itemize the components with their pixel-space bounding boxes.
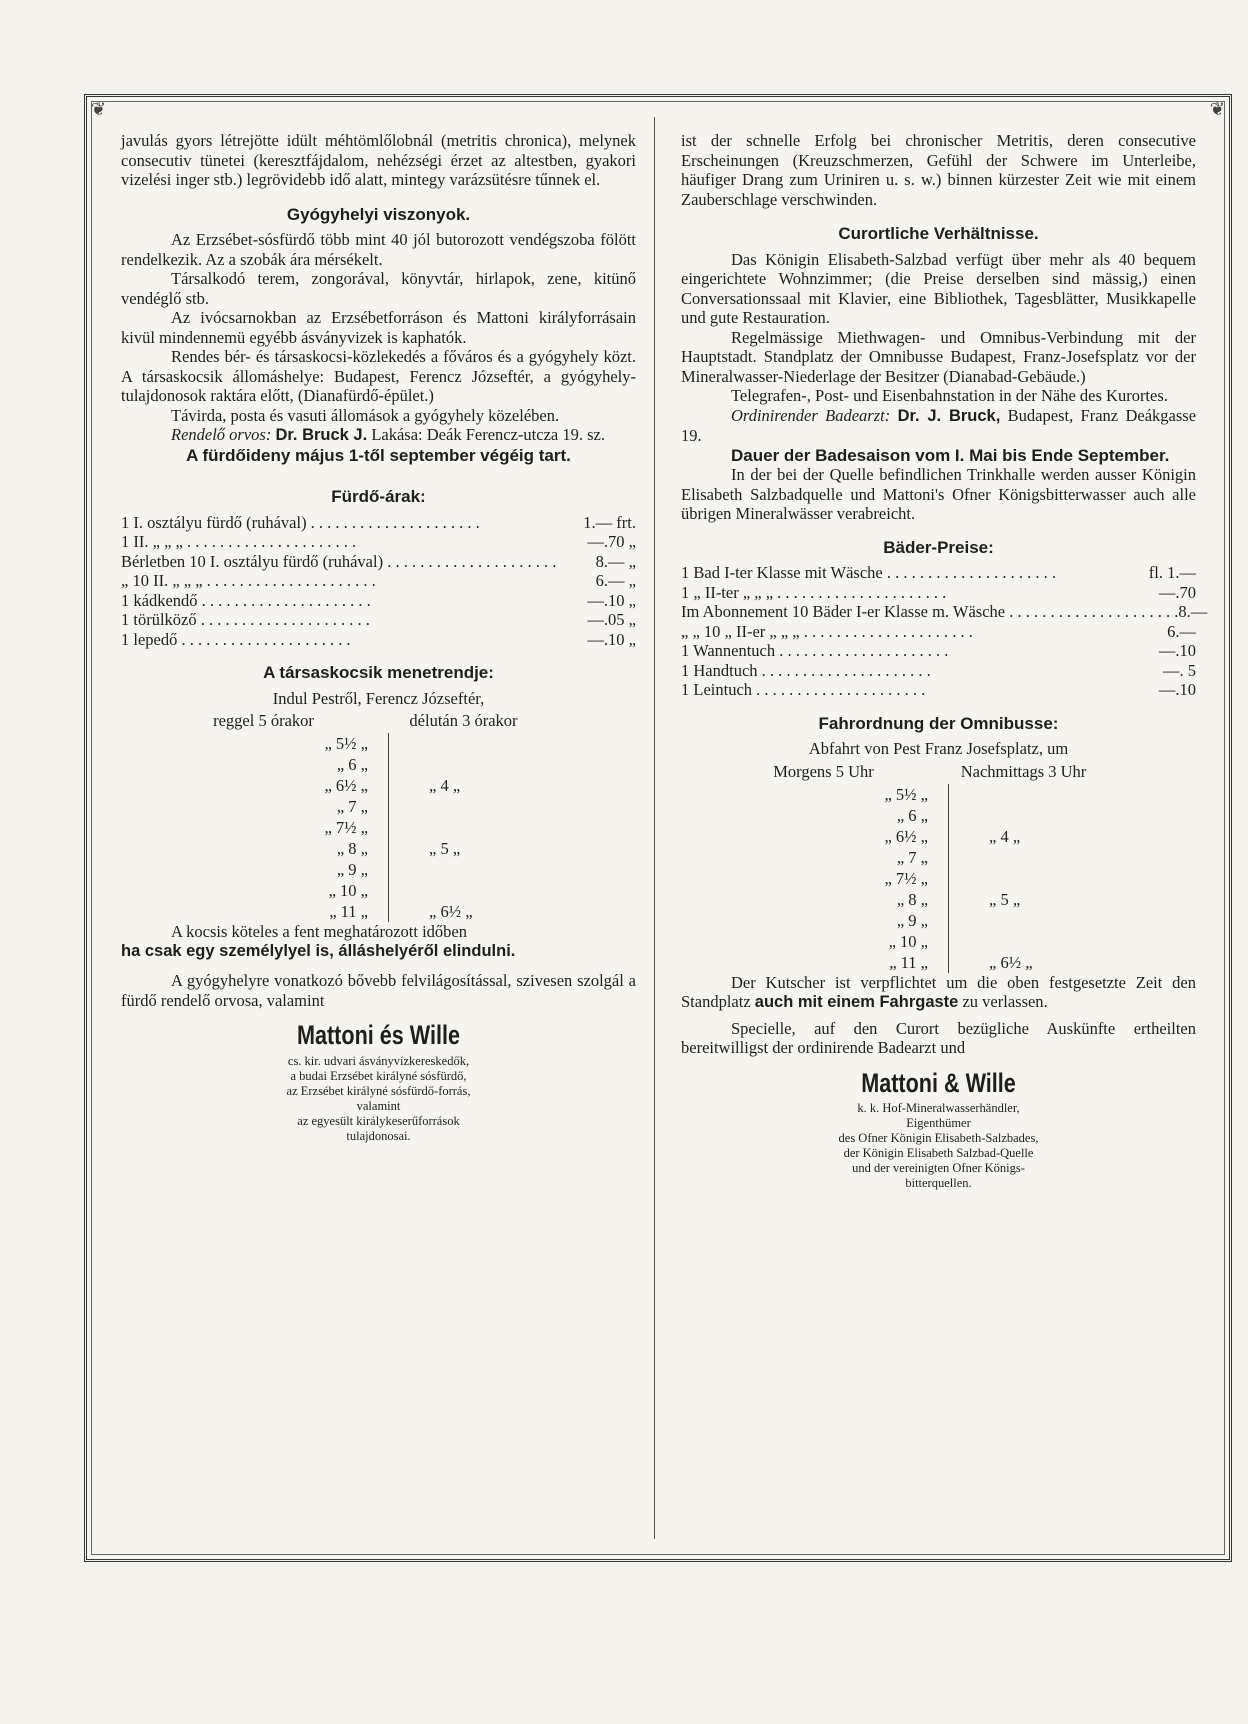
price-value: —. 5: [1163, 660, 1196, 680]
schedule-afternoon-column: [389, 733, 529, 922]
price-row: [681, 602, 1208, 622]
price-row: [121, 571, 636, 591]
paragraph: A gyógyhelyre vonatkozó bővebb felvilágosítással, szivesen szolgál a fürdő rendelő orvosa, valamint: [121, 971, 636, 1010]
schedule-time: [429, 754, 529, 775]
schedule-time: „ 6½ „: [989, 952, 1033, 972]
firm-detail-line: bitterquellen.: [905, 1176, 972, 1190]
schedule-time: [429, 817, 529, 838]
price-label: 1 II. „ „ „ . . . . . . . . . . . . . . . . . . . . .: [121, 532, 357, 551]
schedule-time: „ 5 „: [429, 839, 461, 858]
schedule-intro: Indul Pestről, Ferencz Józseftér,: [272, 688, 485, 708]
paragraph: Az ivócsarnokban az Erzsébetforráson és Mattoni királyforrásain kivül mindennemü egyébb ásványvizek is kaphatók.: [121, 308, 636, 347]
paragraph: Rendes bér- és társaskocsi-közlekedés a főváros és a gyógyhely közt. A társaskocsik állomáshelye: Budapest, Ferencz Józseftér, a gyógyhely-tulajdonosok raktára előtt, (Dianafürdő-épület.): [121, 347, 636, 405]
price-row: [121, 532, 636, 552]
firm-detail-line: des Ofner Königin Elisabeth-Salzbades,: [838, 1131, 1039, 1145]
price-value: —.05 „: [587, 610, 636, 629]
price-label: 1 Handtuch . . . . . . . . . . . . . . . . . . . . .: [681, 660, 931, 680]
schedule-time: [989, 784, 1089, 805]
price-value: —.10 „: [587, 629, 636, 649]
price-value: —.10: [1158, 680, 1196, 699]
price-value: 6.—: [1167, 621, 1196, 641]
firm-detail-line: der Königin Elisabeth Salzbad-Quelle: [843, 1146, 1034, 1160]
section-heading: Fürdő-árak:: [331, 487, 426, 506]
price-label: 1 Wannentuch . . . . . . . . . . . . . . . . . . . . .: [681, 641, 949, 660]
schedule-time: „ 7½ „: [324, 818, 368, 837]
price-row: [121, 552, 636, 572]
schedule-time: „ 4 „: [429, 776, 461, 795]
schedule-time: [989, 805, 1089, 826]
firm-detail-line: cs. kir. udvari ásványvízkereskedők,: [287, 1053, 470, 1068]
schedule-time: [429, 859, 529, 880]
firm-details: [681, 1101, 1196, 1191]
doctor-address: Budapest, Franz Deákgasse 19.: [681, 405, 1197, 445]
price-row: [121, 513, 636, 533]
price-list: [121, 513, 636, 650]
price-row: [681, 622, 1196, 642]
schedule-table: [121, 733, 636, 922]
season-text: A fürdőideny május 1-től september végéig tart.: [186, 445, 571, 465]
schedule-morning-column: [788, 784, 949, 973]
price-label: 1 Leintuch . . . . . . . . . . . . . . . . . . . . .: [681, 680, 926, 699]
price-row: [681, 583, 1196, 603]
section-heading: Bäder-Preise:: [883, 537, 994, 557]
schedule-time: [429, 796, 529, 817]
price-row: [121, 610, 636, 630]
price-row: [121, 630, 636, 650]
section-heading: Curortliche Verhältnisse.: [838, 224, 1039, 243]
schedule-time: „ 6½ „: [884, 826, 928, 846]
schedule-time: [989, 868, 1089, 889]
price-label: 1 törülköző . . . . . . . . . . . . . . . . . . . . .: [121, 610, 370, 629]
intro-text: ist der schnelle Erfolg bei chronischer Metritis, deren consecutive Erscheinungen (Kreuzschmerzen, Gefühl der Schwere im Unterleibe, häufiger Drang zum Uriniren u. s. w.) binnen kürzester Zeit wie mit einem Zauberschlage verschwinden.: [681, 131, 1196, 209]
corner-ornament-icon: ❦: [1209, 99, 1225, 119]
schedule-time: [429, 880, 529, 901]
schedule-time: „ 9 „: [896, 910, 928, 930]
schedule-time: „ 6½ „: [324, 776, 368, 795]
doctor-name: Dr. J. Bruck,: [897, 406, 1001, 425]
schedule-time: „ 11 „: [889, 952, 928, 972]
paragraph: Das Königin Elisabeth-Salzbad verfügt über mehr als 40 bequem eingerichtete Wohnzimmer; (die Preise derselben sind mässig,) einen Conversationssaal mit Klavier, eine Bibliothek, Tagesblätter, Musikkapelle und gute Restauration.: [681, 249, 1196, 327]
schedule-time: [429, 733, 529, 754]
price-value: 6.— „: [595, 571, 636, 590]
schedule-time: [989, 931, 1089, 952]
firm-name: Mattoni & Wille: [861, 1067, 1016, 1098]
price-label: Bérletben 10 I. osztályu fürdő (ruhával) . . . . . . . . . . . . . . . . . . . . .: [121, 551, 557, 571]
season-text: Dauer der Badesaison vom I. Mai bis Ende September.: [731, 445, 1170, 465]
paragraph: Regelmässige Miethwagen- und Omnibus-Verbindung mit der Hauptstadt. Standplatz der Omnibusse Budapest, Franz-Josefsplatz vor der Mineralwasser-Niederlage der Besitzer (Dianabad-Gebäude.): [681, 327, 1196, 386]
schedule-morning-column: [228, 733, 389, 922]
schedule-time: [989, 910, 1089, 931]
column-divider: [654, 117, 655, 1539]
price-value: 1.— frt.: [583, 512, 636, 532]
paragraph: Telegrafen-, Post- und Eisenbahnstation in der Nähe des Kurortes.: [731, 386, 1168, 405]
paragraph: A kocsis köteles a fent meghatározott időben: [171, 922, 468, 941]
price-list: [681, 563, 1208, 700]
schedule-table: [681, 784, 1196, 973]
price-label: 1 lepedő . . . . . . . . . . . . . . . . . . . . .: [121, 629, 351, 649]
schedule-time: „ 11 „: [329, 902, 368, 921]
page-frame: [84, 94, 1232, 1562]
firm-detail-line: tulajdonosai.: [346, 1128, 411, 1143]
schedule-time: „ 6 „: [336, 755, 368, 774]
doctor-address: Lakása: Deák Ferencz-utcza 19. sz.: [371, 425, 605, 444]
intro-text: javulás gyors létrejötte idült méhtömlőlobnál (metritis chronica), melynek consecutiv tünetei (keresztfájdalom, nehézségi érzet az altestben, gyakori vizelési inger stb.) legrövidebb idő alatt, mintegy varázsütésre tűnnek el.: [121, 131, 636, 189]
schedule-time: „ 7 „: [896, 847, 928, 867]
firm-detail-line: Eigenthümer: [906, 1116, 971, 1130]
doctor-label: Ordinirender Badearzt:: [731, 405, 891, 425]
price-value: 8.— „: [595, 551, 636, 571]
price-row: [121, 591, 636, 611]
schedule-time: „ 9 „: [336, 860, 368, 879]
paragraph-bold: ha csak egy személylyel is, álláshelyéről elindulni.: [121, 941, 516, 960]
price-label: Im Abonnement 10 Bäder I-er Klasse m. Wäsche . . . . . . . . . . . . . . . . . . . . .: [681, 602, 1179, 621]
firm-detail-line: az Erzsébet királyné sósfürdő-forrás,: [286, 1083, 471, 1098]
schedule-time: „ 5 „: [989, 889, 1021, 909]
firm-details: [121, 1054, 636, 1144]
schedule-time: „ 8 „: [896, 889, 928, 909]
paragraph: Társalkodó terem, zongorával, könyvtár, hirlapok, zene, kitünő vendéglő stb.: [121, 269, 636, 308]
firm-detail-line: k. k. Hof-Mineralwasserhändler,: [857, 1101, 1020, 1115]
firm-detail-line: und der vereinigten Ofner Königs-: [852, 1161, 1025, 1175]
schedule-time: „ 5½ „: [324, 734, 368, 753]
price-value: 8.—: [1178, 602, 1208, 621]
paragraph-bold: auch mit einem Fahrgaste: [754, 993, 959, 1011]
schedule-afternoon-column: [949, 784, 1089, 973]
price-label: 1 „ II-ter „ „ „ . . . . . . . . . . . . . . . . . . . . .: [681, 582, 947, 602]
schedule-header: Morgens 5 Uhr Nachmittags 3 Uhr: [773, 761, 1087, 781]
schedule-time: „ 5½ „: [884, 784, 928, 804]
price-label: „ „ 10 „ II-er „ „ „ . . . . . . . . . . . . . . . . . . . . .: [681, 621, 973, 641]
schedule-time: „ 10 „: [888, 931, 928, 951]
schedule-time: „ 6 „: [896, 805, 928, 825]
section-heading: A társaskocsik menetrendje:: [263, 663, 494, 682]
schedule-time: [989, 847, 1089, 868]
schedule-time: „ 6½ „: [429, 902, 473, 921]
corner-ornament-icon: ❦: [91, 99, 107, 119]
section-heading: Fahrordnung der Omnibusse:: [818, 713, 1059, 733]
german-column: ist der schnelle Erfolg bei chronischer Metritis, deren consecutive Erscheinungen (Kreuzschmerzen, Gefühl der Schwere im Unterleibe, häufiger Drang zum Uriniren u. s. w.) binnen kürzester Zeit wie mit einem Zauberschlage verschwinden. Curortliche Verhältnisse. Das Königin Elisabeth-Salzbad verfügt über mehr als 40 bequem eingerichtete Wohnzimmer; (die Preise derselben sind mässig,) einen Conversationssaal mit Klavier, eine Bibliothek, Tagesblätter, Musikkapelle und gute Restauration. Regelmässige Miethwagen- und Omnibus-Verbindung mit der Hauptstadt. Standplatz der Omnibusse Budapest, Franz-Josefsplatz vor der Mineralwasser-Niederlage der Besitzer (Dianabad-Gebäude.) Telegrafen-, Post- und Eisenbahnstation in der Nähe des Kurortes. Ordinirender Badearzt: Dr. J. Bruck, Budapest, Franz Deákgasse 19. Dauer der Badesaison vom I. Mai bis Ende September. In der bei der Quelle befindlichen Trinkhalle werden ausser Königin Elisabeth Salzbadquelle und Mattoni's Ofner Königsbitterwasser auch alle übrigen Mineralwässer verabreicht. Bäder-Preise: 1 Bad I-ter Klasse mit Wäsche . . . . . . . . . . . . . . . . . . . . . fl. 1.— 1 „ II-ter „ „ „ . . . . . . . . . . . . . . . . . . . . . —.70 Im Abonnement 10 Bäder I-er Klasse m. Wäsche . . . . . . . . . . . . . . . . . . . . . 8.— „ „ 10 „ II-er „ „ „ . . . . . . . . . . . . . . . . . . . . . 6.— 1 Wannentuch . . . . . . . . . . . . . . . . . . . . . —.10 1 Handtuch . . . . . . . . . . . . . . . . . . . . . —. 5 1 Leintuch . . . . . . . . . . . . . . . . . . . . . —.10 Fahrordnung der Omnibusse: Abfahrt von Pest Franz Josefsplatz, um Morgens 5 Uhr Nachmittags 3 Uhr „ 5½ „ „ 6 „ „ 6½ „ „ 7 „ „ 7½ „ „ 8 „ „ 9 „ „ 10 „ „ 11 „ „ 4 „ „ 5 „ „ 6½ „ Der Kutscher ist verpflichtet um die oben festgesetzte Zeit den Standplatz auch mit einem Fahrgaste zu verlassen. Specielle, auf den Curort bezügliche Auskünfte ertheilten bereitwilligst der ordinirende Badearzt und Mattoni & Wille k. k. Hof-Mineralwasserhändler, Eigenthümer des Ofner Königin Elisabeth-Salzbades, der Königin Elisabeth Salzbad-Quelle und der vereinigten Ofner Königs- bitterquellen.: [681, 131, 1208, 1190]
price-row: [681, 661, 1196, 681]
schedule-time: „ 7½ „: [884, 868, 928, 888]
price-label: „ 10 II. „ „ „ . . . . . . . . . . . . . . . . . . . . .: [121, 571, 376, 590]
paragraph: Az Erzsébet-sósfürdő több mint 40 jól butorozott vendégszoba fölött rendelkezik. Az a szobák ára mérsékelt.: [121, 230, 636, 269]
paragraph: In der bei der Quelle befindlichen Trinkhalle werden ausser Königin Elisabeth Salzbadquelle und Mattoni's Ofner Königsbitterwasser auch alle übrigen Mineralwässer verabreicht.: [681, 465, 1196, 523]
price-row: [681, 641, 1196, 661]
firm-detail-line: az egyesült királykeserűforrások: [297, 1113, 460, 1128]
price-value: —.70: [1158, 582, 1196, 602]
schedule-time: „ 10 „: [328, 881, 368, 900]
firm-name: Mattoni és Wille: [296, 1020, 461, 1050]
schedule-time: „ 4 „: [989, 826, 1021, 846]
price-value: —.10 „: [587, 590, 636, 610]
hungarian-column: [121, 131, 636, 1144]
firm-detail-line: valamint: [356, 1098, 401, 1113]
doctor-label: Rendelő orvos:: [171, 425, 272, 444]
section-heading: Gyógyhelyi viszonyok.: [286, 204, 471, 224]
paragraph: Specielle, auf den Curort bezügliche Auskünfte ertheilten bereitwilligst der ordinirende Badearzt und: [681, 1018, 1196, 1057]
price-value: fl. 1.—: [1148, 563, 1196, 582]
price-value: —.70 „: [587, 532, 636, 551]
doctor-name: Dr. Bruck J.: [275, 426, 368, 444]
price-row: [681, 680, 1196, 700]
schedule-time: „ 7 „: [336, 797, 368, 816]
price-label: 1 Bad I-ter Klasse mit Wäsche . . . . . . . . . . . . . . . . . . . . .: [681, 563, 1057, 582]
schedule-header: reggel 5 órakor délután 3 órakor: [213, 711, 518, 730]
schedule-intro: Abfahrt von Pest Franz Josefsplatz, um: [808, 739, 1069, 758]
price-row: [681, 563, 1196, 583]
price-label: 1 I. osztályu fürdő (ruhával) . . . . . . . . . . . . . . . . . . . . .: [121, 512, 480, 532]
paragraph: Távirda, posta és vasuti állomások a gyógyhely közelében.: [171, 405, 560, 425]
price-value: —.10: [1158, 641, 1196, 660]
price-label: 1 kádkendő . . . . . . . . . . . . . . . . . . . . .: [121, 590, 371, 610]
firm-detail-line: a budai Erzsébet királyné sósfürdő,: [290, 1068, 467, 1083]
schedule-time: „ 8 „: [336, 839, 368, 858]
